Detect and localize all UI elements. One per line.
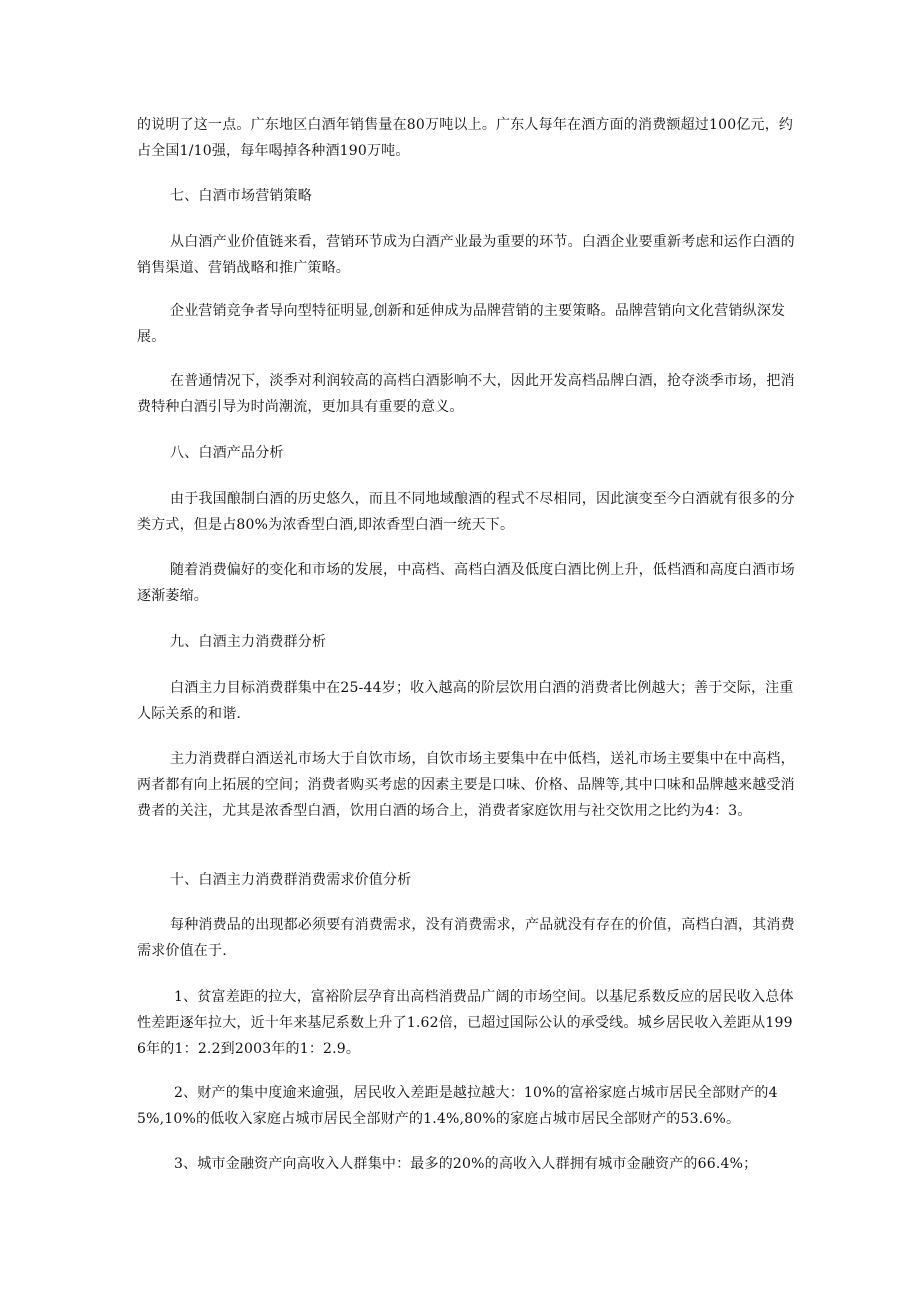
heading-section-8: 八、白酒产品分析 <box>170 445 284 461</box>
paragraph-target-group: 白酒主力目标消费群集中在25-44岁；收入越高的阶层饮用白酒的消费者比例越大；善于交际，注重人际关系的和谐. <box>137 680 794 722</box>
heading-section-9: 九、白酒主力消费群分析 <box>170 634 327 650</box>
paragraph-preference: 随着消费偏好的变化和市场的发展，中高档、高档白酒及低度白酒比例上升，低档酒和高度白酒市场逐渐萎缩。 <box>137 562 795 604</box>
heading-section-10: 十、白酒主力消费群消费需求价值分析 <box>170 872 412 888</box>
heading-section-7: 七、白酒市场营销策略 <box>170 188 312 204</box>
paragraph-guangdong-sales: 的说明了这一点。广东地区白酒年销售量在80万吨以上。广东人每年在酒方面的消费额超过100亿元，约占全国1/10强，每年喝掉各种酒190万吨。 <box>137 117 794 159</box>
paragraph-demand-value: 每种消费品的出现都必须要有消费需求，没有消费需求，产品就没有存在的价值，高档白酒，其消费需求价值在于. <box>137 917 795 959</box>
paragraph-item-1: 1、贫富差距的拉大，富裕阶层孕育出高档消费品广阔的市场空间。以基尼系数反应的居民收入总体性差距逐年拉大，近十年来基尼系数上升了1.62倍，已超过国际公认的承受线。城乡居民收入差距从1996年的1：2.2到2003年的1：2.9。 <box>137 989 794 1057</box>
paragraph-item-3: 3、城市金融资产向高收入人群集中：最多的20%的高收入人群拥有城市金融资产的66.4%； <box>174 1156 758 1172</box>
paragraph-gift-market: 主力消费群白酒送礼市场大于自饮市场，自饮市场主要集中在中低档，送礼市场主要集中在中高档，两者都有向上拓展的空间；消费者购买考虑的因素主要是口味、价格、品牌等,其中口味和品牌越来越受消费者的关注，尤其是浓香型白酒，饮用白酒的场合上，消费者家庭饮用与社交饮用之比约为4：3。 <box>137 751 795 819</box>
paragraph-value-chain: 从白酒产业价值链来看，营销环节成为白酒产业最为重要的环节。白酒企业要重新考虑和运作白酒的销售渠道、营销战略和推广策略。 <box>137 234 795 276</box>
paragraph-item-2: 2、财产的集中度逾来逾强，居民收入差距是越拉越大：10%的富裕家庭占城市居民全部财产的45%,10%的低收入家庭占城市居民全部财产的1.4%,80%的家庭占城市居民全部财产的53.6%。 <box>137 1085 778 1127</box>
paragraph-brand-strategy: 企业营销竞争者导向型特征明显,创新和延伸成为品牌营销的主要策略。品牌营销向文化营销纵深发展。 <box>137 303 786 345</box>
paragraph-history: 由于我国酿制白酒的历史悠久，而且不同地域酿酒的程式不尽相同，因此演变至今白酒就有很多的分类方式，但是占80%为浓香型白酒,即浓香型白酒一统天下。 <box>137 491 795 533</box>
paragraph-off-season: 在普通情况下，淡季对利润较高的高档白酒影响不大，因此开发高档品牌白酒，抢夺淡季市场，把消费特种白酒引导为时尚潮流，更加具有重要的意义。 <box>137 373 795 415</box>
